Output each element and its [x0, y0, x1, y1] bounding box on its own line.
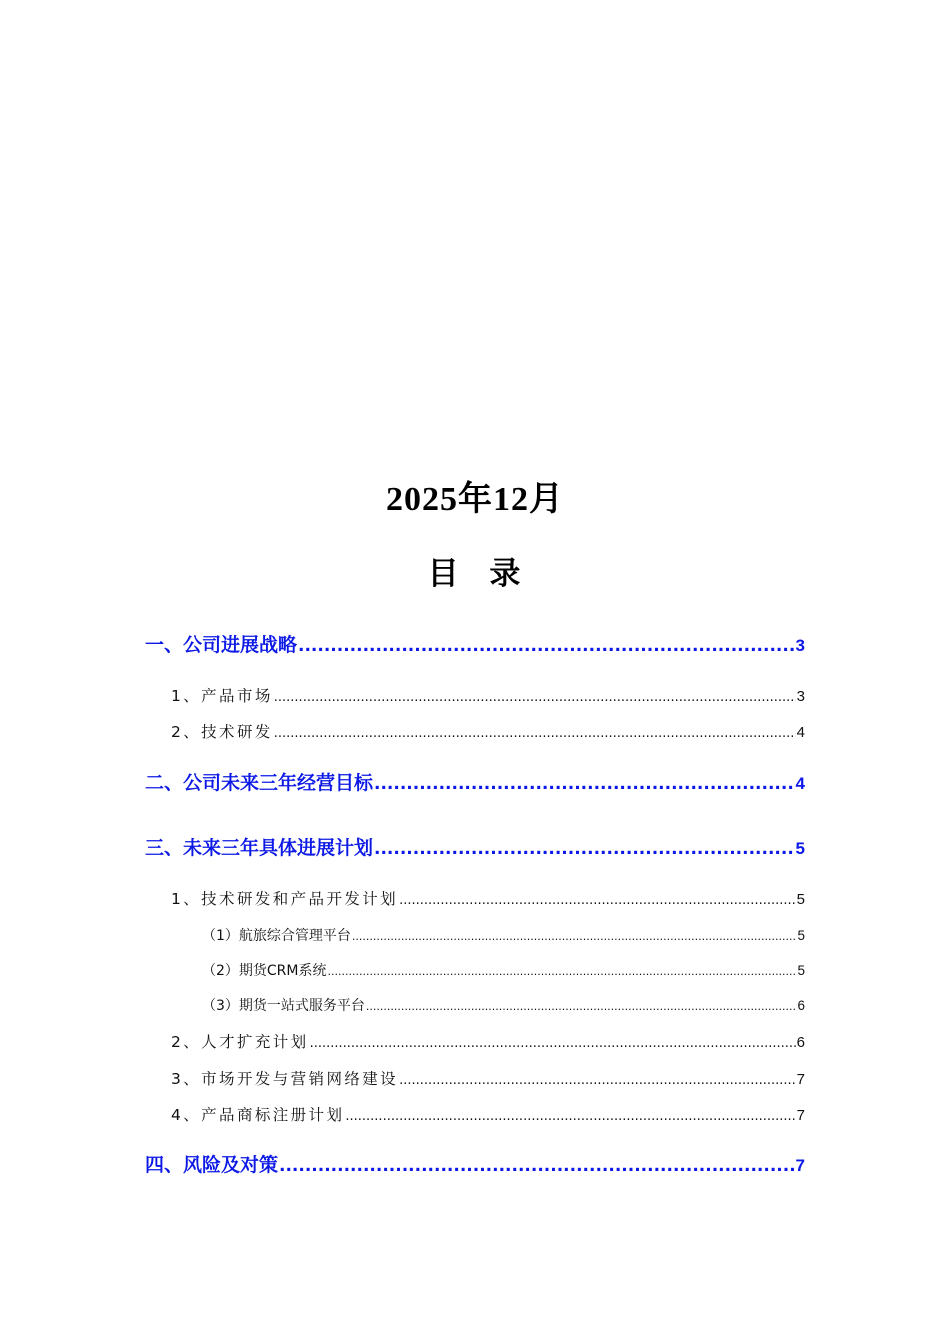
toc-page-number: 3	[795, 636, 805, 655]
toc-page-number: 4	[796, 724, 805, 741]
toc-dot-leader	[366, 1000, 797, 1013]
toc-entry-label: 四、风险及对策	[145, 1154, 279, 1176]
toc-entry-label: 1、技术研发和产品开发计划	[171, 890, 399, 908]
toc-entry-travel-platform[interactable]	[202, 925, 805, 947]
toc-page-number: 6	[796, 1034, 805, 1051]
toc-heading: 目 录	[427, 556, 531, 592]
toc-entry-label: 2、人才扩充计划	[171, 1033, 309, 1051]
date-title: 2025年12月	[386, 481, 564, 518]
toc-entry-three-year-goals[interactable]	[145, 768, 805, 798]
toc-dot-leader	[352, 930, 797, 943]
toc-entry-company-strategy[interactable]	[145, 630, 805, 660]
toc-dot-leader	[310, 1036, 796, 1051]
toc-entry-talent-plan[interactable]	[171, 1030, 805, 1054]
toc-entry-label: （1）航旅综合管理平台	[202, 928, 351, 944]
toc-entry-label: 二、公司未来三年经营目标	[145, 772, 374, 794]
toc-entry-label: 一、公司进展战略	[145, 634, 298, 656]
toc-entry-tech-rd[interactable]	[171, 720, 805, 744]
toc-dot-leader	[374, 774, 795, 794]
toc-entry-three-year-plan[interactable]	[145, 833, 805, 863]
toc-entry-trademark-plan[interactable]	[171, 1103, 805, 1127]
toc-page-number: 5	[795, 839, 805, 858]
toc-dot-leader	[374, 839, 795, 859]
toc-dot-leader	[298, 636, 795, 656]
toc-dot-leader	[399, 1073, 796, 1088]
toc-dot-leader	[345, 1109, 795, 1124]
toc-entry-product-market[interactable]	[171, 684, 805, 708]
toc-dot-leader	[328, 965, 797, 978]
toc-page-number: 5	[797, 928, 805, 943]
toc-page-number: 7	[795, 1156, 805, 1175]
toc-page-number: 3	[796, 688, 805, 705]
toc-entry-label: 2、技术研发	[171, 723, 273, 741]
toc-entry-label: （3）期货一站式服务平台	[202, 998, 365, 1014]
toc-entry-futures-service-platform[interactable]	[202, 995, 805, 1017]
toc-entry-market-network[interactable]	[171, 1067, 805, 1091]
toc-entry-risks[interactable]	[145, 1150, 805, 1180]
toc-dot-leader	[274, 726, 796, 741]
toc-entry-label: 三、未来三年具体进展计划	[145, 837, 374, 859]
toc-page-number: 6	[797, 998, 805, 1013]
toc-entry-label: 3、市场开发与营销网络建设	[171, 1070, 399, 1088]
toc-entry-futures-crm[interactable]	[202, 960, 805, 982]
toc-dot-leader	[399, 893, 796, 908]
toc-entry-label: 1、产品市场	[171, 687, 273, 705]
toc-page-number: 4	[795, 774, 805, 793]
toc-page-number: 7	[796, 1107, 805, 1124]
toc-dot-leader	[274, 690, 796, 705]
toc-entry-label: （2）期货CRM系统	[202, 963, 327, 979]
toc-dot-leader	[279, 1156, 795, 1176]
toc-page-number: 5	[796, 891, 805, 908]
toc-page-number: 5	[797, 963, 805, 978]
toc-entry-label: 4、产品商标注册计划	[171, 1106, 345, 1124]
toc-page-number: 7	[796, 1071, 805, 1088]
toc-entry-rd-product-plan[interactable]	[171, 887, 805, 911]
